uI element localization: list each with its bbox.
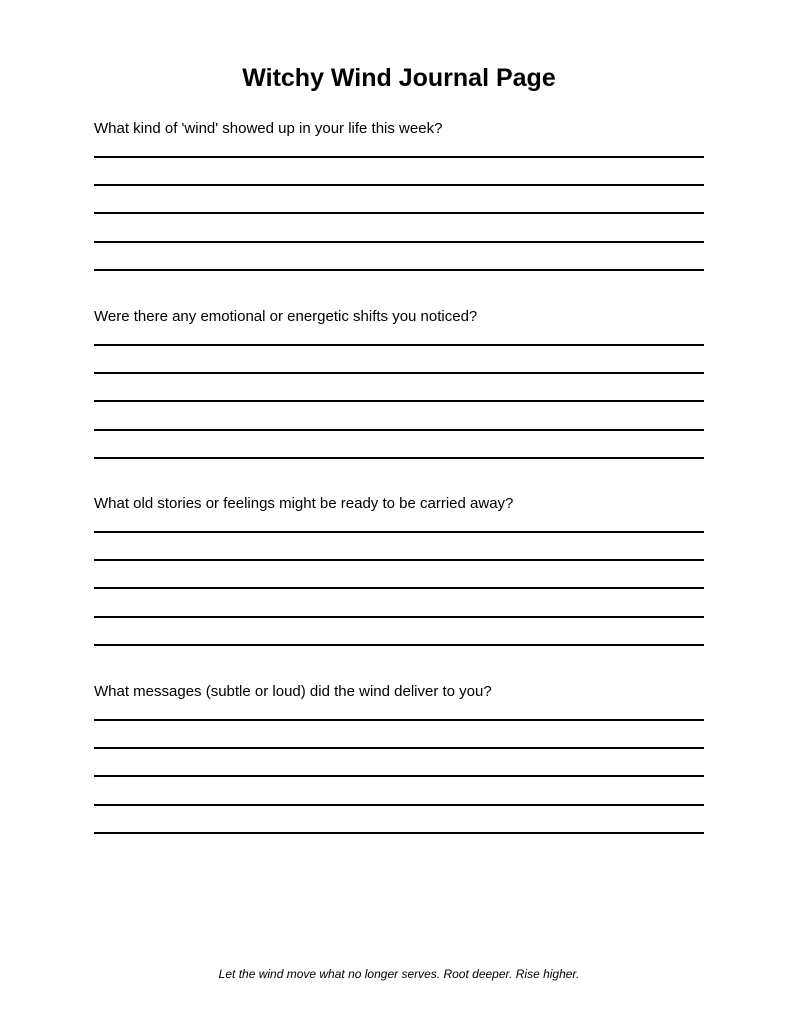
answer-line[interactable] [94,344,704,346]
answer-line[interactable] [94,559,704,561]
answer-line[interactable] [94,616,704,618]
answer-line[interactable] [94,719,704,721]
journal-section-3 [94,495,704,513]
answer-line[interactable] [94,400,704,402]
answer-line[interactable] [94,241,704,243]
answer-line[interactable] [94,587,704,589]
question-4: What messages (subtle or loud) did the wind deliver to you? [94,683,492,700]
answer-line[interactable] [94,184,704,186]
answer-line[interactable] [94,775,704,777]
answer-line[interactable] [94,156,704,158]
answer-line[interactable] [94,747,704,749]
answer-line[interactable] [94,804,704,806]
answer-line[interactable] [94,457,704,459]
answer-line[interactable] [94,644,704,646]
question-3: What old stories or feelings might be ready to be carried away? [94,495,514,512]
question-1: What kind of 'wind' showed up in your life this week? [94,120,443,137]
answer-line[interactable] [94,212,704,214]
journal-section-4 [94,683,704,701]
footer-affirmation: Let the wind move what no longer serves. Root deeper. Rise higher. [218,967,580,981]
answer-line[interactable] [94,531,704,533]
answer-line[interactable] [94,429,704,431]
answer-line[interactable] [94,832,704,834]
answer-line[interactable] [94,372,704,374]
question-2: Were there any emotional or energetic shifts you noticed? [94,308,478,325]
journal-section-2 [94,308,704,326]
journal-section-1 [94,120,704,138]
answer-line[interactable] [94,269,704,271]
page-title: Witchy Wind Journal Page [242,64,556,92]
